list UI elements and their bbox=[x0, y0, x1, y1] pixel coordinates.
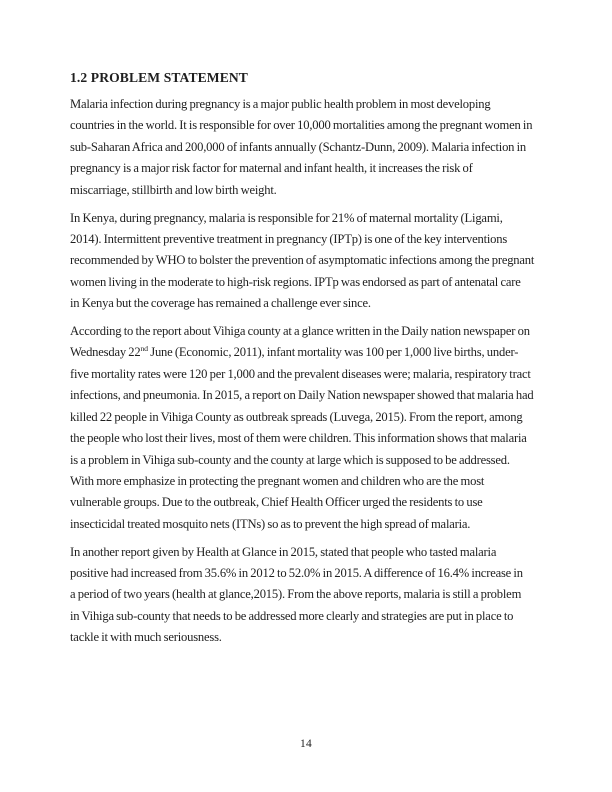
document-body bbox=[70, 94, 550, 649]
document-content bbox=[70, 70, 550, 655]
text-line: sub-Saharan Africa and 200,000 of infants annually (Schantz-Dunn, 2009). Malaria infection in bbox=[70, 139, 527, 154]
text-line: In another report given by Health at Glance in 2015, stated that people who tasted malaria bbox=[70, 544, 497, 559]
paragraph bbox=[70, 208, 550, 315]
paragraph bbox=[70, 542, 550, 649]
section-heading: 1.2 PROBLEM STATEMENT bbox=[70, 70, 248, 85]
text-line: countries in the world. It is responsible for over 10,000 mortalities among the pregnant women in bbox=[70, 118, 533, 133]
text-line: miscarriage, stillbirth and low birth weight. bbox=[70, 182, 277, 197]
paragraph bbox=[70, 321, 550, 535]
text-line: vulnerable groups. Due to the outbreak, Chief Health Officer urged the residents to use bbox=[70, 495, 483, 510]
text-line: 2014). Intermittent preventive treatment in pregnancy (IPTp) is one of the key interventions bbox=[70, 231, 508, 246]
text-line: in Kenya but the coverage has remained a challenge ever since. bbox=[70, 296, 371, 311]
text-line: killed 22 people in Vihiga County as outbreak spreads (Luvega, 2015). From the report, among bbox=[70, 409, 523, 424]
text-line: infections, and pneumonia. In 2015, a report on Daily Nation newspaper showed that malaria had bbox=[70, 388, 534, 403]
text-line: in Vihiga sub-county that needs to be addressed more clearly and strategies are put in place to bbox=[70, 608, 514, 623]
text-line: Wednesday 22nd June (Economic, 2011), infant mortality was 100 per 1,000 live births, under- bbox=[70, 344, 519, 360]
text-line: a period of two years (health at glance,2015). From the above reports, malaria is still a problem bbox=[70, 587, 522, 602]
text-line: Malaria infection during pregnancy is a major public health problem in most developing bbox=[70, 97, 491, 111]
paragraph bbox=[70, 94, 550, 201]
text-line: women living in the moderate to high-risk regions. IPTp was endorsed as part of antenatal care bbox=[70, 274, 521, 289]
text-line: positive had increased from 35.6% in 2012 to 52.0% in 2015. A difference of 16.4% increase in bbox=[70, 566, 523, 581]
text-line: is a problem in Vihiga sub-county and the county at large which is supposed to be addressed. bbox=[70, 452, 510, 467]
text-line: With more emphasize in protecting the pregnant women and children who are the most bbox=[70, 473, 485, 488]
text-line: pregnancy is a major risk factor for maternal and infant health, it increases the risk of bbox=[70, 161, 473, 176]
text-line: In Kenya, during pregnancy, malaria is responsible for 21% of maternal mortality (Ligami, bbox=[70, 210, 503, 225]
text-line: five mortality rates were 120 per 1,000 and the prevalent diseases were; malaria, respiratory tract bbox=[70, 366, 531, 381]
text-line: According to the report about Vihiga county at a glance written in the Daily nation newspaper on bbox=[70, 324, 530, 339]
text-line: recommended by WHO to bolster the prevention of asymptomatic infections among the pregnant bbox=[70, 253, 535, 268]
page-number: 14 bbox=[300, 738, 312, 750]
text-line: the people who lost their lives, most of them were children. This information shows that malaria bbox=[70, 431, 527, 446]
text-line: tackle it with much seriousness. bbox=[70, 630, 222, 645]
text-line: insecticidal treated mosquito nets (ITNs) so as to prevent the high spread of malaria. bbox=[70, 516, 471, 531]
